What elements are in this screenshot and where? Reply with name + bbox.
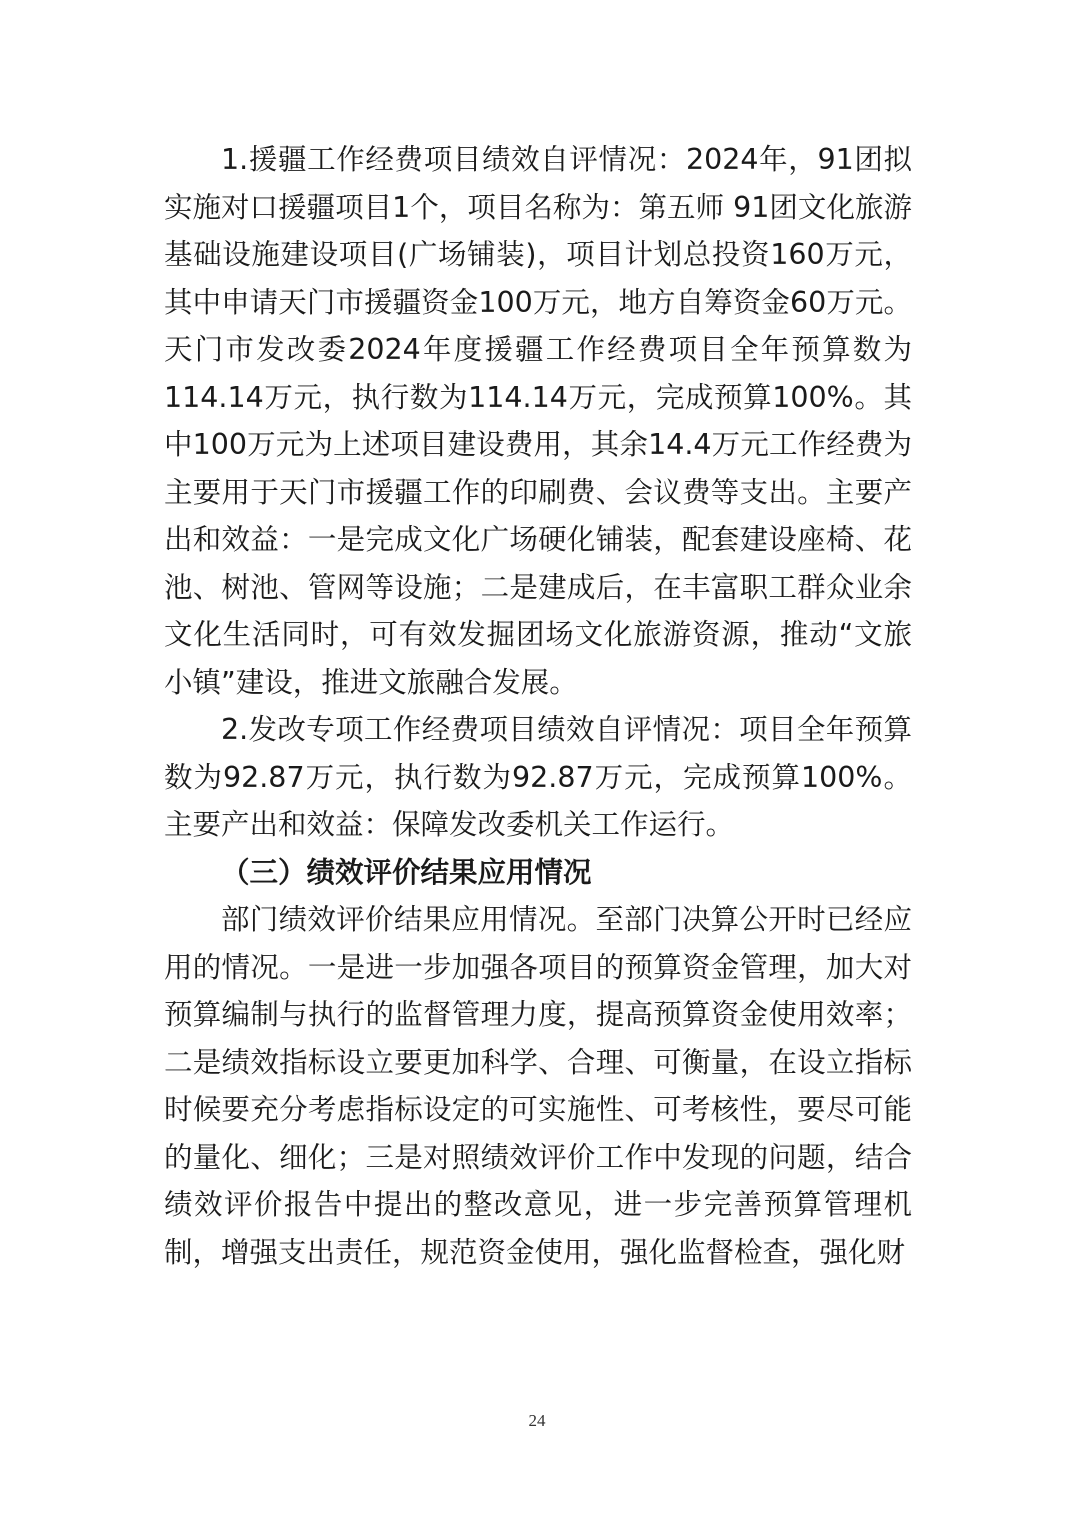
paragraph-aid-xinjiang-project: 1.援疆工作经费项目绩效自评情况：2024年，91团拟实施对口援疆项目1个，项目名称为：第五师 91团文化旅游基础设施建设项目(广场铺装)，项目计划总投资160万元，其中申请天门市援疆资金100万元，地方自筹资金60万元。天门市发改委2024年度援疆工作经费项目全年预算数为114.14万元，执行数为114.14万元，完成预算100%。其中100万元为上述项目建设费用，其余14.4万元工作经费为主要用于天门市援疆工作的印刷费、会议费等支出。主要产出和效益：一是完成文化广场硬化铺装，配套建设座椅、花池、树池、管网等设施；二是建成后，在丰富职工群众业余文化生活同时，可有效发掘团场文化旅游资源，推动“文旅小镇”建设，推进文旅融合发展。 [164, 143, 912, 699]
document-body [164, 136, 912, 1276]
section-heading: （三）绩效评价结果应用情况 [221, 855, 592, 889]
paragraph-special-fund-project: 2.发改专项工作经费项目绩效自评情况：项目全年预算数为92.87万元，执行数为92.87万元，完成预算100%。主要产出和效益：保障发改委机关工作运行。 [164, 713, 912, 841]
paragraph-result-application: 部门绩效评价结果应用情况。至部门决算公开时已经应用的情况。一是进一步加强各项目的预算资金管理，加大对预算编制与执行的监督管理力度，提高预算资金使用效率；二是绩效指标设立要更加科学、合理、可衡量，在设立指标时候要充分考虑指标设定的可实施性、可考核性，要尽可能的量化、细化；三是对照绩效评价工作中发现的问题，结合绩效评价报告中提出的整改意见，进一步完善预算管理机制，增强支出责任，规范资金使用，强化监督检查，强化财 [164, 903, 912, 1269]
page-number: 24 [528, 1411, 546, 1430]
